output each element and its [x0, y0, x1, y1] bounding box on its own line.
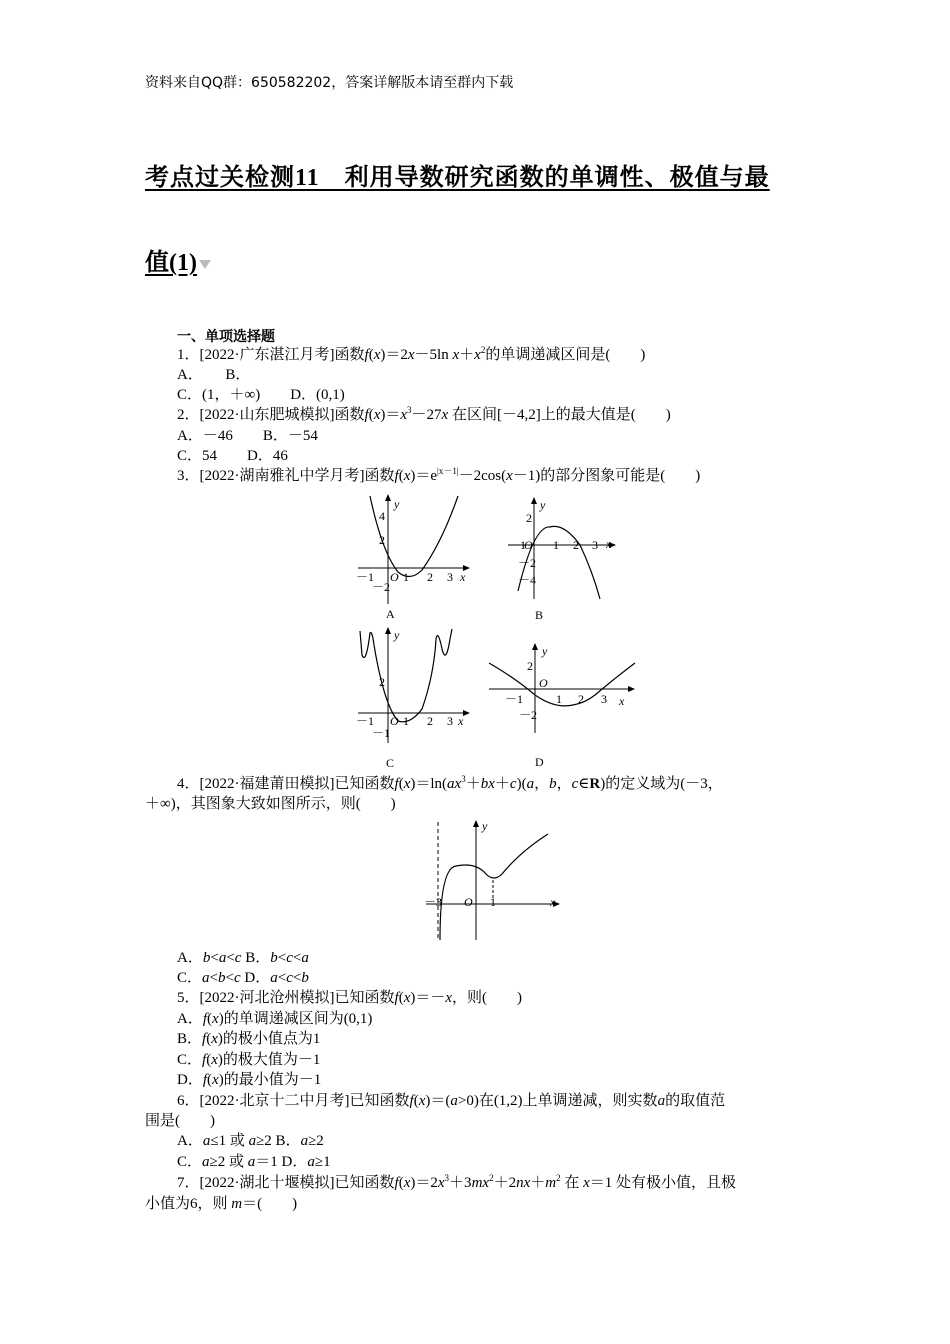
x-tick: －1 [508, 538, 527, 552]
graph-caption: C [386, 756, 395, 770]
question-2-options-cd: C．54 D．46 [177, 448, 288, 464]
x-tick: 3 [601, 692, 607, 706]
x-axis-label: x [619, 694, 625, 708]
origin-label: O [390, 714, 399, 728]
y-axis-label: y [540, 498, 546, 512]
y-tick: 2 [379, 675, 385, 689]
x-tick: 3 [447, 570, 453, 584]
section-heading: 一、单项选择题 [177, 329, 275, 345]
collapse-triangle-icon[interactable] [199, 260, 211, 269]
header-note: 资料来自QQ群：650582202，答案详解版本请至群内下载 [145, 75, 514, 91]
y-tick: －2 [519, 708, 538, 722]
graph-c [350, 625, 480, 770]
question-4-options-cd: C．a<b<c D．a<c<b [177, 970, 309, 986]
x-axis-label: x [606, 537, 612, 551]
question-6-cont: 围是( ) [145, 1113, 215, 1129]
origin-label: O [390, 570, 399, 584]
x-tick: 2 [573, 538, 579, 552]
y-tick: －4 [518, 573, 537, 587]
y-axis-label: y [542, 644, 548, 658]
question-7: 7．[2022·湖北十堰模拟]已知函数$f(x)=2x^3+3mx^2+2nx+m^2$ 在 x＝1 处有极小值，且极 [177, 1173, 737, 1191]
graph-d [485, 643, 640, 770]
graph-b [500, 495, 630, 623]
x-tick: 1 [553, 538, 559, 552]
x-tick: －1 [356, 570, 375, 584]
x-tick: 1 [490, 895, 496, 909]
question-5: 5．[2022·河北沧州模拟]已知函数f(x)＝－x，则( ) [177, 990, 523, 1006]
origin-label: O [524, 538, 533, 552]
question-4-cont: ＋∞)，其图象大致如图所示，则( ) [145, 796, 396, 812]
question-1-options-cd: C．(1，＋∞) D．(0,1) [177, 387, 345, 403]
x-tick: 2 [578, 692, 584, 706]
x-tick: －3 [424, 895, 443, 909]
question-4-options-ab: A．b<a<c B．b<c<a [177, 950, 309, 966]
question-6-options-ab: A．a≤1 或 a≥2 B．a≥2 [177, 1133, 324, 1149]
graph-q4 [420, 818, 570, 943]
question-2-options-ab: A．－46 B．－54 [177, 428, 318, 444]
question-2: 2．[2022·山东肥城模拟]函数$f(x)=x^3-27x$ 在区间[－4,2]上的最大值是( ) [177, 405, 671, 423]
question-1: 1．[2022·广东湛江月考]函数f(x)＝2x－5ln $x+x^2$的单调递减区间是( ) [177, 345, 646, 363]
question-6: 6．[2022·北京十二中月考]已知函数f(x)＝(a>0)在(1,2)上单调递减，则实数a的取值范 [177, 1093, 726, 1109]
x-tick: 2 [427, 570, 433, 584]
y-axis-label: y [394, 628, 400, 642]
x-tick: 3 [592, 538, 598, 552]
origin-label: O [464, 895, 473, 909]
x-tick: 1 [403, 570, 409, 584]
y-tick: 4 [379, 509, 385, 523]
y-tick: 2 [379, 533, 385, 547]
x-axis-label: x [550, 895, 556, 909]
x-tick: 2 [427, 714, 433, 728]
x-tick: －1 [356, 714, 375, 728]
y-tick: 2 [527, 659, 533, 673]
question-1-options-ab: A． B． [177, 367, 251, 383]
question-4: 4．[2022·福建莆田模拟]已知函数$f(x)=\ln(ax^3+bx+c)(a$，b，c∈R)的定义域为(－3， [177, 774, 723, 792]
question-5-option-a: A．f(x)的单调递减区间为(0,1) [177, 1011, 373, 1027]
y-tick: －2 [518, 556, 537, 570]
y-axis-label: y [394, 497, 400, 511]
question-3: 3．[2022·湖南雅礼中学月考]函数$f(x)=e^{|x-1|}-2\cos(x-1)$的部分图象可能是( ) [177, 466, 701, 484]
question-7-cont: 小值为6，则 m＝( ) [145, 1196, 298, 1212]
graph-a [350, 492, 480, 622]
graph-caption: A [386, 607, 395, 621]
x-tick: －1 [505, 692, 524, 706]
question-6-options-cd: C．a≥2 或 a＝1 D．a≥1 [177, 1154, 331, 1170]
function-curve [360, 629, 452, 722]
question-5-option-d: D．f(x)的最小值为－1 [177, 1072, 322, 1088]
y-tick: 2 [526, 511, 532, 525]
x-axis-label: x [460, 570, 466, 584]
question-5-option-c: C．f(x)的极大值为－1 [177, 1052, 321, 1068]
x-tick: 3 [447, 714, 453, 728]
origin-label: O [539, 676, 548, 690]
x-tick: 1 [556, 692, 562, 706]
page-title-cont: 值(1) [145, 242, 211, 277]
graph-caption: D [535, 755, 544, 769]
page-title: 考点过关检测11 利用导数研究函数的单调性、极值与最 [145, 165, 770, 191]
y-tick: －1 [372, 726, 391, 740]
x-tick: 1 [403, 714, 409, 728]
x-axis-label: x [458, 714, 464, 728]
function-curve [440, 834, 548, 940]
graph-caption: B [535, 608, 544, 622]
y-tick: －2 [372, 580, 391, 594]
question-5-option-b: B．f(x)的极小值点为1 [177, 1031, 321, 1047]
y-axis-label: y [482, 819, 488, 833]
